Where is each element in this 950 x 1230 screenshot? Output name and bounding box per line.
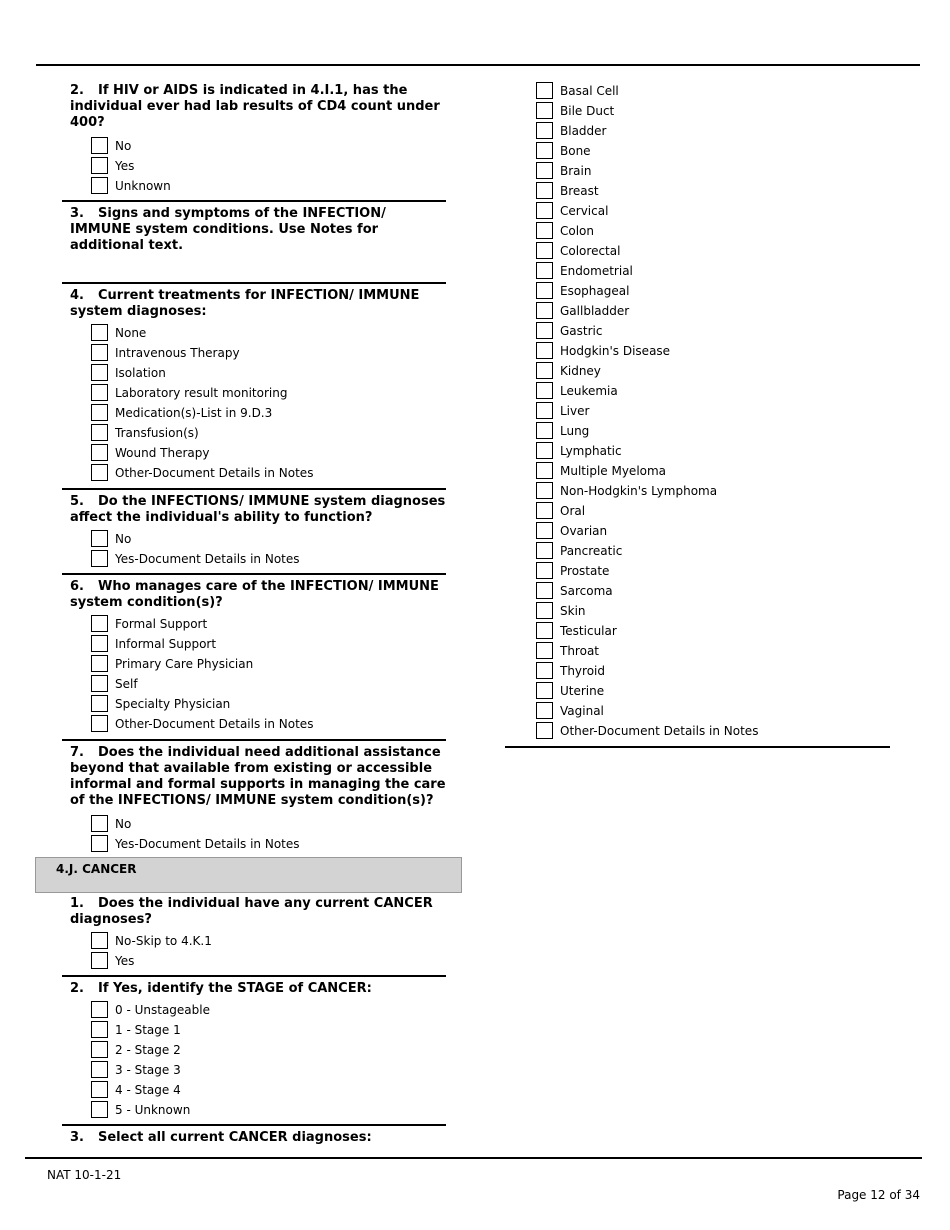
option-label: Leukemia: [560, 384, 618, 398]
divider: [62, 573, 446, 575]
option-label: Yes-Document Details in Notes: [115, 837, 300, 851]
option-label: Uterine: [560, 684, 605, 698]
option-label: Other-Document Details in Notes: [560, 724, 759, 738]
checkbox[interactable]: [91, 137, 108, 154]
option-label: Non-Hodgkin's Lymphoma: [560, 484, 718, 498]
option-label: Brain: [560, 164, 592, 178]
checkbox[interactable]: [91, 424, 108, 441]
option-label: None: [115, 326, 147, 340]
option-label: Yes-Document Details in Notes: [115, 552, 300, 566]
checkbox[interactable]: [536, 142, 553, 159]
divider: [62, 488, 446, 490]
checkbox[interactable]: [91, 404, 108, 421]
option-label: Informal Support: [115, 637, 217, 651]
divider: [62, 739, 446, 741]
option-label: Colon: [560, 224, 595, 238]
checkbox[interactable]: [536, 582, 553, 599]
checkbox[interactable]: [536, 322, 553, 339]
q4-question: 4. Current treatments for INFECTION/ IMMUNE system diagnoses:: [70, 288, 420, 319]
q7-question: 7. Does the individual need additional assistance beyond that available from existing or accessible informal and formal supports in managing the care of the INFECTIONS/ IMMUNE system condition(s)?: [70, 745, 446, 808]
option-label: Yes: [115, 954, 135, 968]
option-label: Formal Support: [115, 617, 208, 631]
option-label: 5 - Unknown: [115, 1103, 191, 1117]
option-label: Primary Care Physician: [115, 657, 254, 671]
option-label: Lung: [560, 424, 590, 438]
option-label: Isolation: [115, 366, 166, 380]
checkbox[interactable]: [91, 550, 108, 567]
top-rule: [36, 64, 920, 66]
right-column-bottom-rule: [505, 746, 890, 748]
checkbox[interactable]: [91, 715, 108, 732]
option-label: 2 - Stage 2: [115, 1043, 181, 1057]
checkbox[interactable]: [536, 302, 553, 319]
q3-question: 3. Signs and symptoms of the INFECTION/ IMMUNE system conditions. Use Notes for additional text.: [70, 206, 386, 253]
option-label: Testicular: [560, 624, 617, 638]
checkbox[interactable]: [536, 122, 553, 139]
checkbox[interactable]: [536, 682, 553, 699]
option-label: Pancreatic: [560, 544, 623, 558]
option-label: Cervical: [560, 204, 609, 218]
option-label: Bone: [560, 144, 591, 158]
checkbox[interactable]: [536, 102, 553, 119]
checkbox[interactable]: [91, 695, 108, 712]
option-label: 4 - Stage 4: [115, 1083, 181, 1097]
c3-question: 3. Select all current CANCER diagnoses:: [70, 1130, 372, 1145]
option-label: Other-Document Details in Notes: [115, 466, 314, 480]
option-label: Gallbladder: [560, 304, 630, 318]
checkbox[interactable]: [91, 530, 108, 547]
checkbox[interactable]: [536, 82, 553, 99]
option-label: 1 - Stage 1: [115, 1023, 181, 1037]
checkbox[interactable]: [91, 932, 108, 949]
checkbox[interactable]: [536, 542, 553, 559]
checkbox[interactable]: [536, 662, 553, 679]
option-label: Vaginal: [560, 704, 604, 718]
option-label: Liver: [560, 404, 590, 418]
checkbox[interactable]: [536, 602, 553, 619]
option-label: Esophageal: [560, 284, 630, 298]
option-label: Bladder: [560, 124, 607, 138]
option-label: Skin: [560, 604, 586, 618]
checkbox[interactable]: [536, 162, 553, 179]
option-label: Hodgkin's Disease: [560, 344, 671, 358]
checkbox[interactable]: [91, 364, 108, 381]
checkbox[interactable]: [536, 342, 553, 359]
checkbox[interactable]: [91, 675, 108, 692]
checkbox[interactable]: [536, 422, 553, 439]
option-label: Self: [115, 677, 138, 691]
checkbox[interactable]: [91, 324, 108, 341]
checkbox[interactable]: [536, 402, 553, 419]
option-label: Laboratory result monitoring: [115, 386, 288, 400]
divider: [62, 975, 446, 977]
option-label: Wound Therapy: [115, 446, 210, 460]
option-label: Thyroid: [560, 664, 605, 678]
checkbox[interactable]: [536, 702, 553, 719]
checkbox[interactable]: [91, 615, 108, 632]
checkbox[interactable]: [91, 344, 108, 361]
divider: [62, 200, 446, 202]
checkbox[interactable]: [91, 464, 108, 481]
option-label: Sarcoma: [560, 584, 613, 598]
checkbox[interactable]: [91, 655, 108, 672]
checkbox[interactable]: [536, 442, 553, 459]
option-label: Yes: [115, 159, 135, 173]
q6-question: 6. Who manages care of the INFECTION/ IMMUNE system condition(s)?: [70, 579, 439, 610]
option-label: Specialty Physician: [115, 697, 231, 711]
option-label: No: [115, 817, 132, 831]
option-label: Intravenous Therapy: [115, 346, 240, 360]
page-number: Page 12 of 34: [837, 1188, 920, 1202]
checkbox[interactable]: [91, 635, 108, 652]
checkbox[interactable]: [91, 1061, 108, 1078]
checkbox[interactable]: [91, 815, 108, 832]
checkbox[interactable]: [91, 1041, 108, 1058]
checkbox[interactable]: [536, 382, 553, 399]
checkbox[interactable]: [91, 157, 108, 174]
checkbox[interactable]: [91, 1021, 108, 1038]
option-label: No-Skip to 4.K.1: [115, 934, 212, 948]
checkbox[interactable]: [91, 444, 108, 461]
checkbox[interactable]: [536, 462, 553, 479]
checkbox[interactable]: [91, 177, 108, 194]
checkbox[interactable]: [536, 242, 553, 259]
option-label: Prostate: [560, 564, 610, 578]
divider: [62, 1124, 446, 1126]
checkbox[interactable]: [536, 362, 553, 379]
option-label: Oral: [560, 504, 586, 518]
checkbox[interactable]: [536, 482, 553, 499]
option-label: Breast: [560, 184, 599, 198]
q5-question: 5. Do the INFECTIONS/ IMMUNE system diagnoses affect the individual's ability to function?: [70, 494, 446, 525]
checkbox[interactable]: [91, 1101, 108, 1118]
option-label: 3 - Stage 3: [115, 1063, 181, 1077]
option-label: No: [115, 532, 132, 546]
option-label: No: [115, 139, 132, 153]
checkbox[interactable]: [91, 1001, 108, 1018]
option-label: Colorectal: [560, 244, 621, 258]
checkbox[interactable]: [536, 262, 553, 279]
checkbox[interactable]: [536, 622, 553, 639]
option-label: Transfusion(s): [115, 426, 199, 440]
checkbox[interactable]: [91, 952, 108, 969]
c2-question: 2. If Yes, identify the STAGE of CANCER:: [70, 981, 372, 996]
form-id: NAT 10-1-21: [47, 1168, 122, 1182]
option-label: Basal Cell: [560, 84, 619, 98]
option-label: Kidney: [560, 364, 601, 378]
q2-question: 2. If HIV or AIDS is indicated in 4.I.1, has the individual ever had lab results of CD4 count under 400?: [70, 83, 440, 130]
checkbox[interactable]: [91, 1081, 108, 1098]
option-label: Lymphatic: [560, 444, 622, 458]
section-header-cancer: [35, 857, 462, 893]
option-label: Unknown: [115, 179, 171, 193]
checkbox[interactable]: [91, 384, 108, 401]
checkbox[interactable]: [536, 222, 553, 239]
option-label: Bile Duct: [560, 104, 615, 118]
option-label: Endometrial: [560, 264, 633, 278]
divider: [62, 282, 446, 284]
checkbox[interactable]: [91, 835, 108, 852]
c1-question: 1. Does the individual have any current CANCER diagnoses?: [70, 896, 433, 927]
option-label: Multiple Myeloma: [560, 464, 667, 478]
checkbox[interactable]: [536, 722, 553, 739]
section-title: 4.J. CANCER: [56, 862, 137, 876]
option-label: Medication(s)-List in 9.D.3: [115, 406, 273, 420]
option-label: Gastric: [560, 324, 603, 338]
checkbox[interactable]: [536, 182, 553, 199]
option-label: 0 - Unstageable: [115, 1003, 210, 1017]
option-label: Throat: [560, 644, 600, 658]
option-label: Other-Document Details in Notes: [115, 717, 314, 731]
checkbox[interactable]: [536, 502, 553, 519]
footer-rule: [25, 1157, 922, 1159]
option-label: Ovarian: [560, 524, 608, 538]
checkbox[interactable]: [536, 562, 553, 579]
checkbox[interactable]: [536, 642, 553, 659]
checkbox[interactable]: [536, 522, 553, 539]
checkbox[interactable]: [536, 202, 553, 219]
checkbox[interactable]: [536, 282, 553, 299]
